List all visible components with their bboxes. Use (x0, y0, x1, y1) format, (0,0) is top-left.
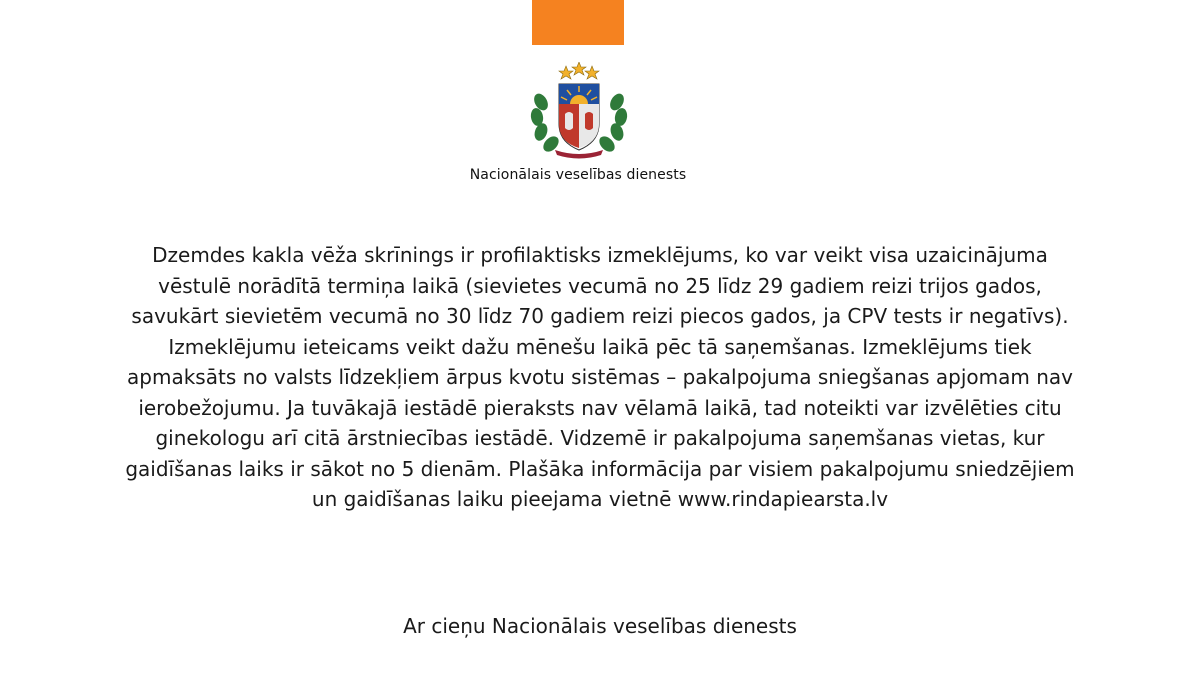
latvia-coat-of-arms-icon (529, 62, 629, 162)
announcement-line: un gaidīšanas laiku pieejama vietnē www.rindapiearsta.lv (311, 487, 889, 511)
announcement-line: Izmeklējumu ieteicams veikt dažu mēnešu laikā pēc tā saņemšanas. Izmeklējums tiek (168, 334, 1032, 359)
announcement-line: apmaksāts no valsts līdzekļiem ārpus kvotu sistēmas – pakalpojuma sniegšanas apjomam nav (127, 365, 1073, 389)
signoff: Ar cieņu Nacionālais veselības dienests (403, 614, 797, 638)
announcement-line: Dzemdes kakla vēža skrīnings ir profilaktisks izmeklējums, ko var veikt visa uzaicinājuma (152, 243, 1048, 267)
announcement-text (60, 240, 1140, 515)
announcement-line: ierobežojumu. Ja tuvākajā iestādē pieraksts nav vēlamā laikā, tad noteikti var izvēlēties citu (138, 395, 1062, 420)
announcement-line: gaidīšanas laiks ir sākot no 5 dienām. Plašāka informācija par visiem pakalpojumu sniedzējiem (125, 456, 1075, 481)
org-name: Nacionālais veselības dienests (469, 167, 687, 183)
accent-bar (532, 0, 624, 45)
announcement-line: ginekologu arī citā ārstniecības iestādē. Vidzemē ir pakalpojuma saņemšanas vietas, kur (155, 426, 1045, 450)
announcement-line: savukārt sievietēm vecumā no 30 līdz 70 gadiem reizi piecos gados, ja CPV tests ir negatīvs). (131, 304, 1069, 328)
announcement-line: vēstulē norādītā termiņa laikā (sievietes vecumā no 25 līdz 29 gadiem reizi trijos gados, (158, 273, 1042, 298)
